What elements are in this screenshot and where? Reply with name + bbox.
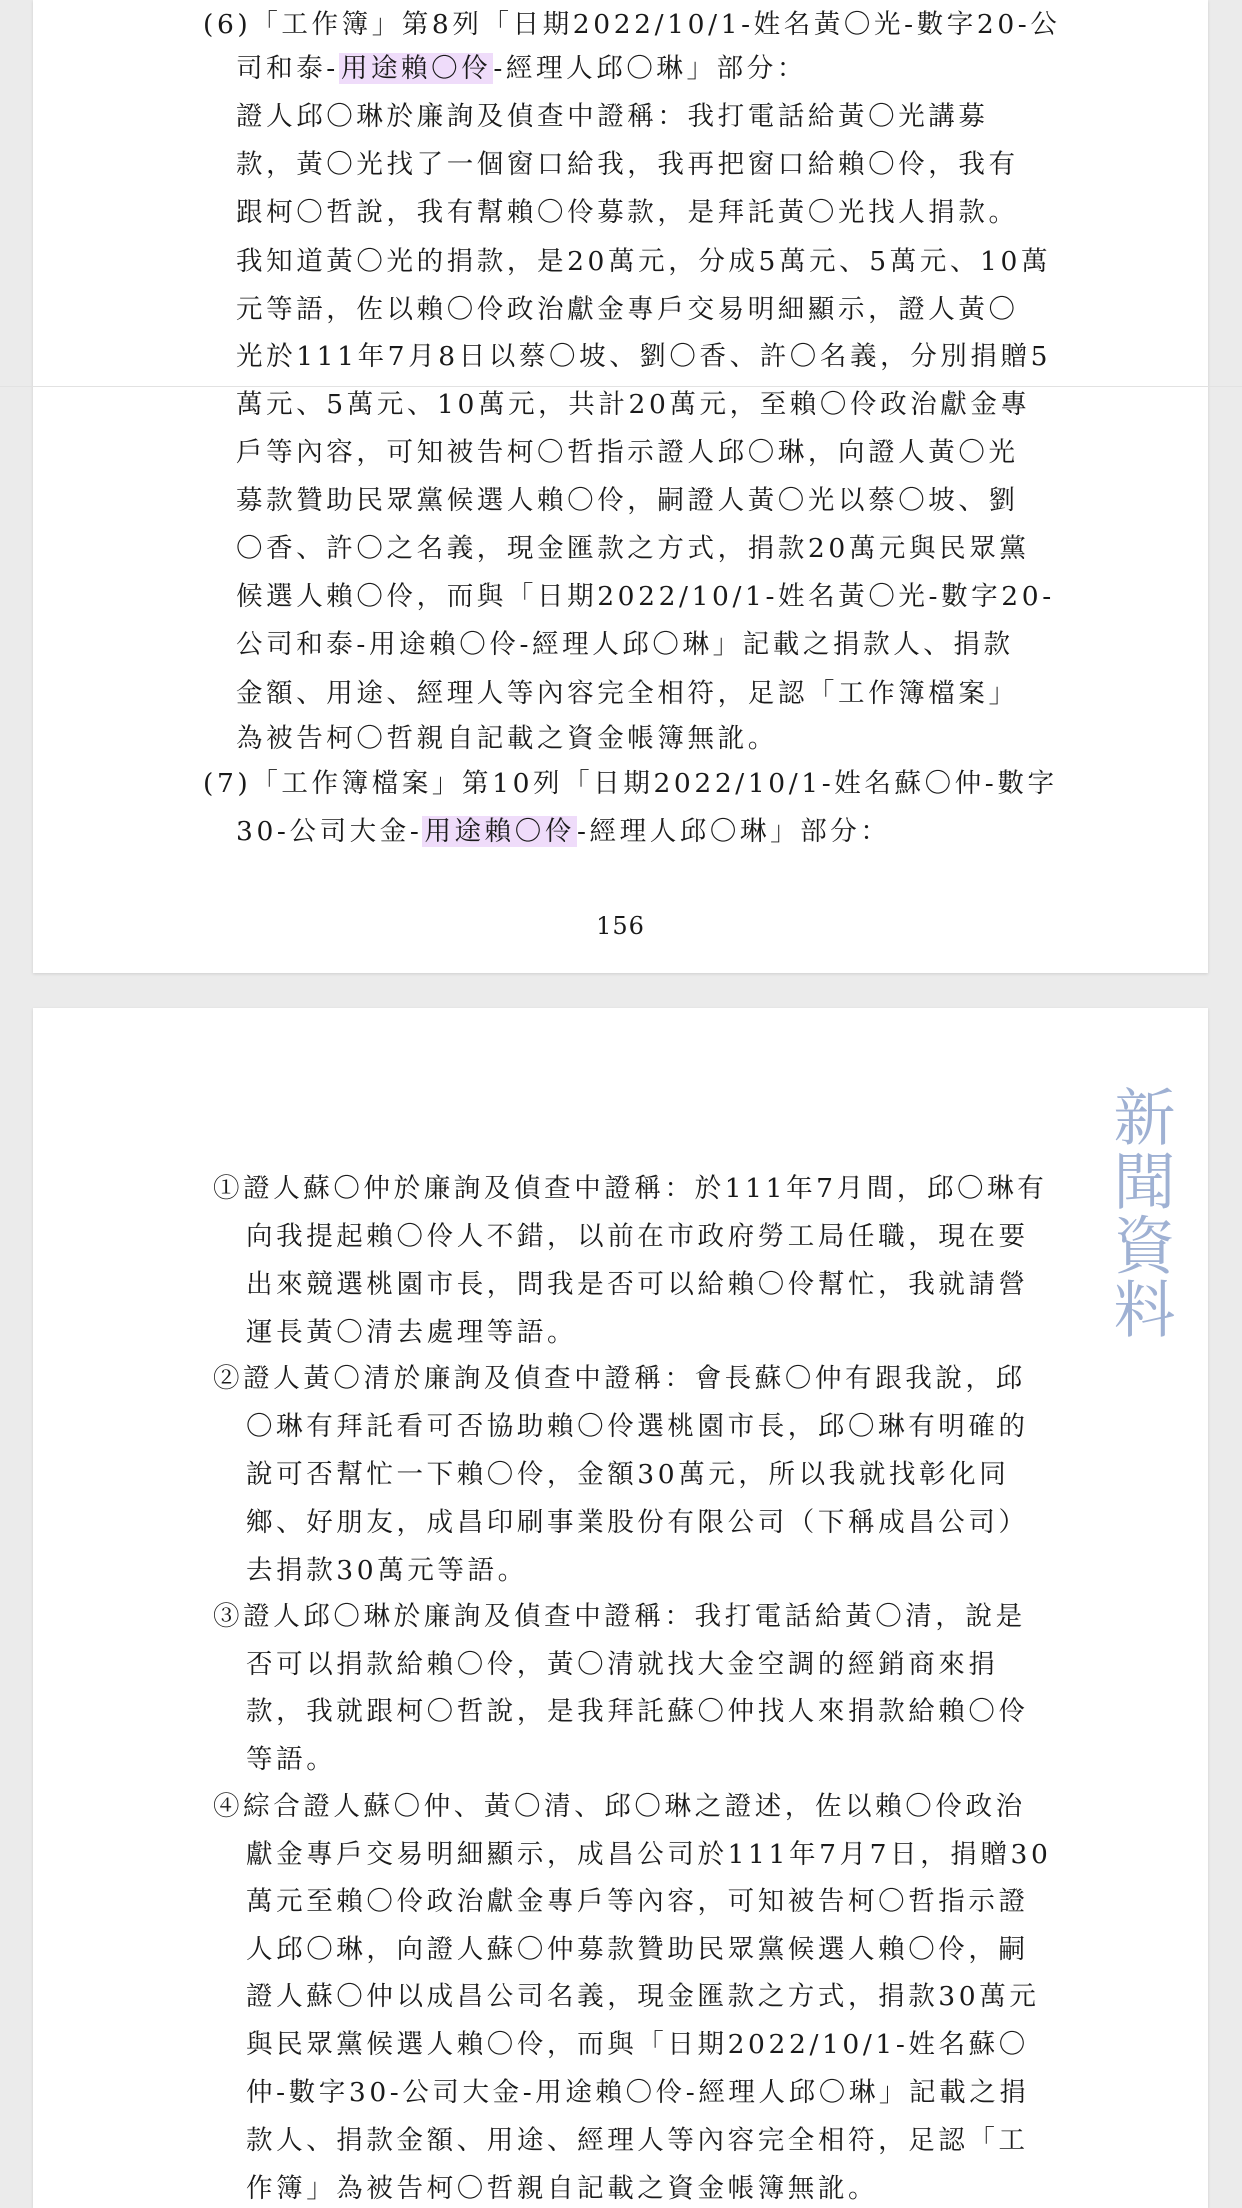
page-157-line: 出來競選桃園市長，問我是否可以給賴〇伶幫忙，我就請營: [246, 1269, 1029, 1300]
page-156-line: [236, 484, 1019, 518]
page-156-line: [236, 532, 1029, 566]
document-page-156: [33, 0, 1208, 973]
page-156-line: [236, 815, 891, 849]
line-text: 金額、用途、經理人等內容完全相符，足認「工作簿檔案」: [236, 678, 1019, 709]
line-text: (7)「工作簿檔案」第10列「日期2022/10/1-姓名蘇〇仲-數字: [203, 768, 1058, 799]
line-text: -經理人邱〇琳」部分：: [493, 53, 807, 84]
page-156-line: [203, 8, 1060, 42]
line-text: 候選人賴〇伶，而與「日期2022/10/1-姓名黃〇光-數字20-: [236, 581, 1055, 612]
page-157-line: 等語。: [246, 1744, 337, 1775]
line-text: 跟柯〇哲說，我有幫賴〇伶募款，是拜託黃〇光找人捐款。: [236, 197, 1019, 228]
line-text: 我知道黃〇光的捐款，是20萬元，分成5萬元、5萬元、10萬: [236, 246, 1052, 277]
page-156-line: [236, 677, 1019, 711]
page-156-line: [236, 722, 778, 756]
page-157-line: ②證人黃〇清於廉詢及偵查中證稱：會長蘇〇仲有跟我說，邱: [213, 1363, 1026, 1394]
page-157-line: ③證人邱〇琳於廉詢及偵查中證稱：我打電話給黃〇清，說是: [213, 1601, 1026, 1632]
page-157-line: ①證人蘇〇仲於廉詢及偵查中證稱：於111年7月間，邱〇琳有: [213, 1173, 1048, 1204]
page-156-line: [203, 767, 1058, 801]
line-text: 募款贊助民眾黨候選人賴〇伶，嗣證人黃〇光以蔡〇坡、劉: [236, 485, 1019, 516]
page-156-line: [236, 580, 1055, 614]
page-156-line: [236, 340, 1051, 374]
line-text: 元等語，佐以賴〇伶政治獻金專戶交易明細顯示，證人黃〇: [236, 294, 1019, 325]
line-text: (6)「工作簿」第8列「日期2022/10/1-姓名黃〇光-數字20-公: [203, 9, 1061, 40]
page-157-line: 否可以捐款給賴〇伶，黃〇清就找大金空調的經銷商來捐: [246, 1649, 999, 1680]
page-156-line: [236, 148, 1019, 182]
page-156-line: [236, 245, 1051, 279]
page-157-line: 〇琳有拜託看可否協助賴〇伶選桃園市長，邱〇琳有明確的: [246, 1411, 1029, 1442]
page-156-line: [236, 196, 1019, 230]
page-157-line: 說可否幫忙一下賴〇伶，金額30萬元，所以我就找彰化同: [246, 1459, 1010, 1490]
page-156-line: [236, 52, 807, 86]
page-156-line: [236, 100, 989, 134]
document-page-157: [33, 1008, 1208, 2208]
line-text: 戶等內容，可知被告柯〇哲指示證人邱〇琳，向證人黃〇光: [236, 437, 1019, 468]
page-157-line: 萬元至賴〇伶政治獻金專戶等內容，可知被告柯〇哲指示證: [246, 1886, 1029, 1917]
line-text: 光於111年7月8日以蔡〇坡、劉〇香、許〇名義，分別捐贈5: [236, 341, 1052, 372]
page-157-line: ④綜合證人蘇〇仲、黃〇清、邱〇琳之證述，佐以賴〇伶政治: [213, 1791, 1026, 1822]
page-157-line: 人邱〇琳，向證人蘇〇仲募款贊助民眾黨候選人賴〇伶，嗣: [246, 1934, 1029, 1965]
highlighted-text: 用途賴〇伶: [340, 53, 492, 84]
page-number: 156: [596, 912, 645, 940]
page-156-line: [236, 388, 1031, 422]
page-157-line: 運長黃〇清去處理等語。: [246, 1317, 578, 1348]
page-157-line: 證人蘇〇仲以成昌公司名義，現金匯款之方式，捐款30萬元: [246, 1981, 1040, 2012]
line-text: 30-公司大金-: [236, 816, 423, 847]
line-text: 〇香、許〇之名義，現金匯款之方式，捐款20萬元與民眾黨: [236, 533, 1030, 564]
page-157-line: 款人、捐款金額、用途、經理人等內容完全相符，足認「工: [246, 2125, 1029, 2156]
page-157-line: 作簿」為被告柯〇哲親自記載之資金帳簿無訛。: [246, 2173, 879, 2204]
scan-seam-line: [0, 386, 1242, 387]
page-157-line: 仲-數字30-公司大金-用途賴〇伶-經理人邱〇琳」記載之捐: [246, 2077, 1030, 2108]
line-text: 萬元、5萬元、10萬元，共計20萬元，至賴〇伶政治獻金專: [236, 389, 1031, 420]
line-text: 證人邱〇琳於廉詢及偵查中證稱：我打電話給黃〇光講募: [236, 101, 989, 132]
line-text: -經理人邱〇琳」部分：: [576, 816, 891, 847]
page-156-line: [236, 436, 1019, 470]
line-text: 為被告柯〇哲親自記載之資金帳簿無訛。: [236, 723, 778, 754]
page-157-line: 鄉、好朋友，成昌印刷事業股份有限公司（下稱成昌公司）: [246, 1507, 1029, 1538]
page-156-line: [236, 628, 1014, 662]
page-157-line: 獻金專戶交易明細顯示，成昌公司於111年7月7日，捐贈30: [246, 1839, 1052, 1870]
highlighted-text: 用途賴〇伶: [424, 816, 575, 847]
line-text: 款，黃〇光找了一個窗口給我，我再把窗口給賴〇伶，我有: [236, 149, 1019, 180]
line-text: 司和泰-: [236, 53, 339, 84]
line-text: 公司和泰-用途賴〇伶-經理人邱〇琳」記載之捐款人、捐款: [236, 629, 1014, 660]
page-156-line: [236, 293, 1019, 327]
page-157-line: 向我提起賴〇伶人不錯，以前在市政府勞工局任職，現在要: [246, 1221, 1029, 1252]
page-157-line: 去捐款30萬元等語。: [246, 1555, 528, 1586]
news-material-stamp: 新聞資料: [1103, 1085, 1176, 1341]
page-157-line: 與民眾黨候選人賴〇伶，而與「日期2022/10/1-姓名蘇〇: [246, 2029, 1029, 2060]
page-157-line: 款，我就跟柯〇哲說，是我拜託蘇〇仲找人來捐款給賴〇伶: [246, 1696, 1029, 1727]
